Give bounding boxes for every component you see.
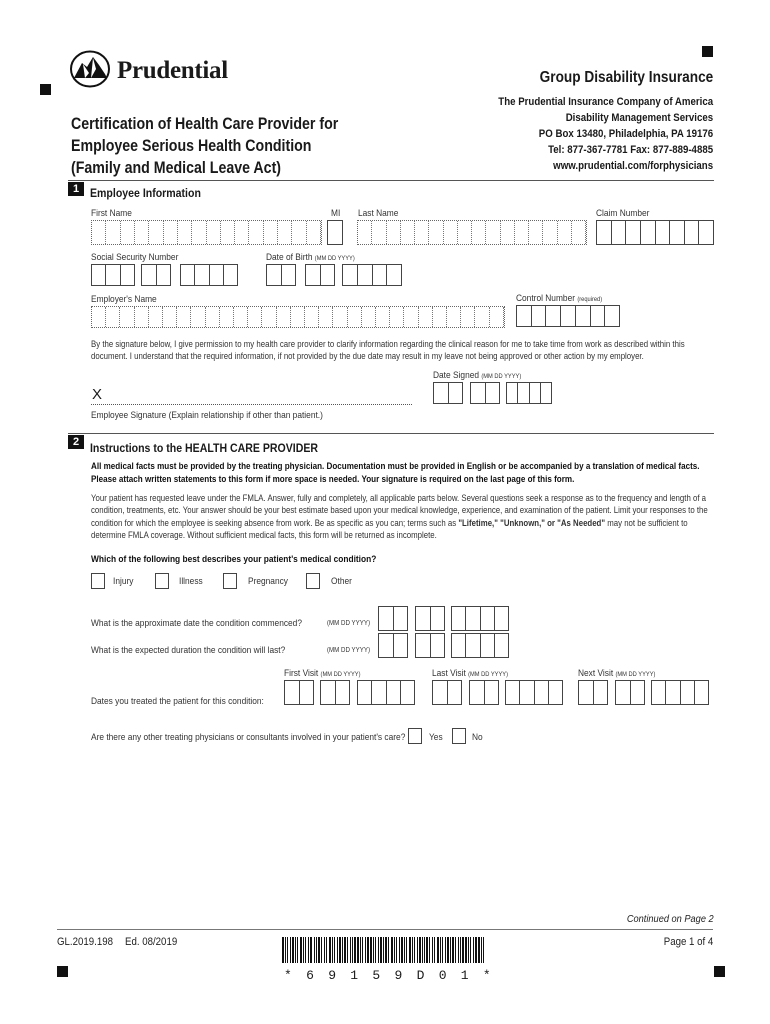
- form-title-line: Certification of Health Care Provider for: [71, 115, 339, 133]
- section-1-number: 1: [68, 182, 84, 196]
- duration-question: What is the expected duration the condition will last?: [91, 645, 286, 656]
- last-visit-year-input[interactable]: [505, 680, 563, 705]
- barcode: [282, 937, 486, 963]
- required-note: (required): [577, 296, 603, 303]
- first-visit-text: First Visit: [284, 668, 319, 679]
- company-address: [498, 94, 713, 174]
- section-2-title: Instructions to the HEALTH CARE PROVIDER: [90, 441, 319, 455]
- continued-note: Continued on Page 2: [627, 913, 714, 925]
- commenced-year-input[interactable]: [451, 606, 509, 631]
- next-visit-day-input[interactable]: [615, 680, 645, 705]
- registration-mark: [702, 46, 713, 57]
- duration-date-format: (MM DD YYYY): [327, 647, 371, 654]
- edition: Ed. 08/2019: [125, 936, 178, 948]
- employer-name-input[interactable]: [91, 306, 505, 328]
- registration-mark: [40, 84, 51, 95]
- instructions-bold-text: All medical facts must be provided by the treating physician. Documentation must be provided in English or be accompanied by a translation of medical facts. Please attach written statements to this form if more space is needed. Your signature is required on the last page of this form.: [91, 461, 700, 484]
- term-or: or: [544, 517, 558, 528]
- company-line: Disability Management Services: [565, 112, 713, 124]
- employer-name-label: Employer's Name: [91, 294, 157, 305]
- dob-label: [266, 252, 355, 263]
- date-signed-label: [433, 370, 521, 381]
- commenced-month-input[interactable]: [378, 606, 408, 631]
- commenced-date-format: (MM DD YYYY): [327, 620, 371, 627]
- next-visit-year-input[interactable]: [651, 680, 709, 705]
- other-label: Other: [331, 576, 352, 587]
- company-line: www.prudential.com/forphysicians: [553, 160, 713, 172]
- page-number: Page 1 of 4: [663, 936, 713, 948]
- form-title-line: Employee Serious Health Condition: [71, 137, 312, 155]
- section-divider: [68, 433, 714, 434]
- section-divider: [68, 180, 714, 181]
- pregnancy-checkbox[interactable]: [223, 573, 237, 589]
- instructions-body-part-1: Your patient has requested leave under the FMLA. Answer, fully and completely, all applicable parts below. Several questions seek a response as to the frequency and length of a condition, treatments, etc. Your answer should be your best estimate based upon your medical knowledge, experience, and examination of the patient. Limit your responses to the condition for which the employee is seeking absence from work. Be as specific as you can; terms such as: [91, 493, 708, 528]
- company-line: PO Box 13480, Philadelphia, PA 19176: [538, 128, 713, 140]
- first-visit-label: [284, 668, 360, 679]
- date-signed-format: (MM DD YYYY): [481, 373, 522, 380]
- first-visit-format: (MM DD YYYY): [320, 671, 361, 678]
- date-signed-day-input[interactable]: [470, 382, 500, 404]
- last-visit-format: (MM DD YYYY): [468, 671, 509, 678]
- last-visit-text: Last Visit: [432, 668, 466, 679]
- first-name-label: First Name: [91, 208, 132, 219]
- dob-text: Date of Birth: [266, 252, 313, 263]
- last-name-input[interactable]: [357, 220, 587, 245]
- mi-label: MI: [331, 208, 341, 219]
- duration-month-input[interactable]: [378, 633, 408, 658]
- ssn-part-2-input[interactable]: [141, 264, 171, 286]
- middle-initial-input[interactable]: [327, 220, 343, 245]
- product-title: Group Disability Insurance: [539, 69, 713, 86]
- next-visit-label: [578, 668, 655, 679]
- condition-question: Which of the following best describes your patient's medical condition?: [91, 554, 377, 565]
- consent-text: By the signature below, I give permission to my health care provider to clarify information regarding the clinical reason for me to take time from work as described within this document. I understand that the required information, if not provided by the due date may result in my leave not being approved or other action by my employer.: [91, 339, 685, 362]
- next-visit-text: Next Visit: [578, 668, 614, 679]
- no-label: No: [472, 732, 483, 743]
- duration-day-input[interactable]: [415, 633, 445, 658]
- ssn-part-3-input[interactable]: [180, 264, 238, 286]
- last-visit-label: [432, 668, 508, 679]
- illness-label: Illness: [179, 576, 203, 587]
- dob-year-input[interactable]: [342, 264, 402, 286]
- commenced-question: What is the approximate date the condition commenced?: [91, 618, 302, 629]
- brand-logo-text: Prudential: [117, 57, 228, 84]
- term-unknown: "Unknown,": [500, 517, 545, 528]
- ssn-label: Social Security Number: [91, 252, 179, 263]
- instructions-body-text: [91, 492, 716, 542]
- other-checkbox[interactable]: [306, 573, 320, 589]
- barcode-text: *69159D01*: [284, 968, 506, 983]
- last-visit-day-input[interactable]: [469, 680, 499, 705]
- dob-month-input[interactable]: [266, 264, 296, 286]
- term-lifetime: "Lifetime,": [458, 517, 498, 528]
- last-name-label: Last Name: [358, 208, 399, 219]
- first-visit-year-input[interactable]: [357, 680, 415, 705]
- company-line: Tel: 877-367-7781 Fax: 877-889-4885: [547, 144, 713, 156]
- employee-signature-line[interactable]: [91, 404, 412, 405]
- registration-mark: [714, 966, 725, 977]
- dates-treated-question: Dates you treated the patient for this condition:: [91, 696, 264, 707]
- registration-mark: [57, 966, 68, 977]
- first-visit-month-input[interactable]: [284, 680, 314, 705]
- section-2-number: 2: [68, 435, 84, 449]
- control-number-text: Control Number: [516, 293, 576, 304]
- signature-x-mark: X: [92, 386, 103, 403]
- control-number-input[interactable]: [516, 305, 620, 327]
- first-name-input[interactable]: [91, 220, 322, 245]
- barcode-bar: [484, 937, 486, 963]
- claim-number-input[interactable]: [596, 220, 714, 245]
- next-visit-month-input[interactable]: [578, 680, 608, 705]
- injury-label: Injury: [113, 576, 134, 587]
- claim-number-label: Claim Number: [596, 208, 650, 219]
- other-physicians-yes-checkbox[interactable]: [408, 728, 422, 744]
- pregnancy-label: Pregnancy: [248, 576, 288, 587]
- last-visit-month-input[interactable]: [432, 680, 462, 705]
- next-visit-format: (MM DD YYYY): [615, 671, 656, 678]
- first-visit-day-input[interactable]: [320, 680, 350, 705]
- section-1-title: Employee Information: [90, 186, 201, 200]
- instructions-body-part-2: may not be sufficient to determine FMLA coverage. Without sufficient medical facts, this form will be returned as incomplete.: [91, 517, 688, 541]
- duration-year-input[interactable]: [451, 633, 509, 658]
- date-signed-text: Date Signed: [433, 370, 480, 381]
- commenced-day-input[interactable]: [415, 606, 445, 631]
- form-title: [71, 113, 338, 179]
- signature-label: Employee Signature (Explain relationship if other than patient.): [91, 410, 323, 421]
- ssn-part-1-input[interactable]: [91, 264, 135, 286]
- other-physicians-no-checkbox[interactable]: [452, 728, 466, 744]
- other-physicians-question: Are there any other treating physicians or consultants involved in your patient's care?: [91, 732, 406, 743]
- injury-checkbox[interactable]: [91, 573, 105, 589]
- date-signed-month-input[interactable]: [433, 382, 463, 404]
- yes-label: Yes: [429, 732, 443, 743]
- company-line: The Prudential Insurance Company of America: [498, 96, 713, 108]
- control-number-label: [516, 293, 602, 304]
- dob-format: (MM DD YYYY): [314, 255, 355, 262]
- date-signed-year-input[interactable]: [506, 382, 552, 404]
- term-as-needed: "As Needed": [557, 517, 606, 528]
- illness-checkbox[interactable]: [155, 573, 169, 589]
- form-title-line: (Family and Medical Leave Act): [71, 159, 282, 177]
- form-code: GL.2019.198: [57, 936, 113, 948]
- footer-divider: [57, 929, 713, 930]
- prudential-rock-logo-icon: [69, 50, 113, 88]
- dob-day-input[interactable]: [305, 264, 335, 286]
